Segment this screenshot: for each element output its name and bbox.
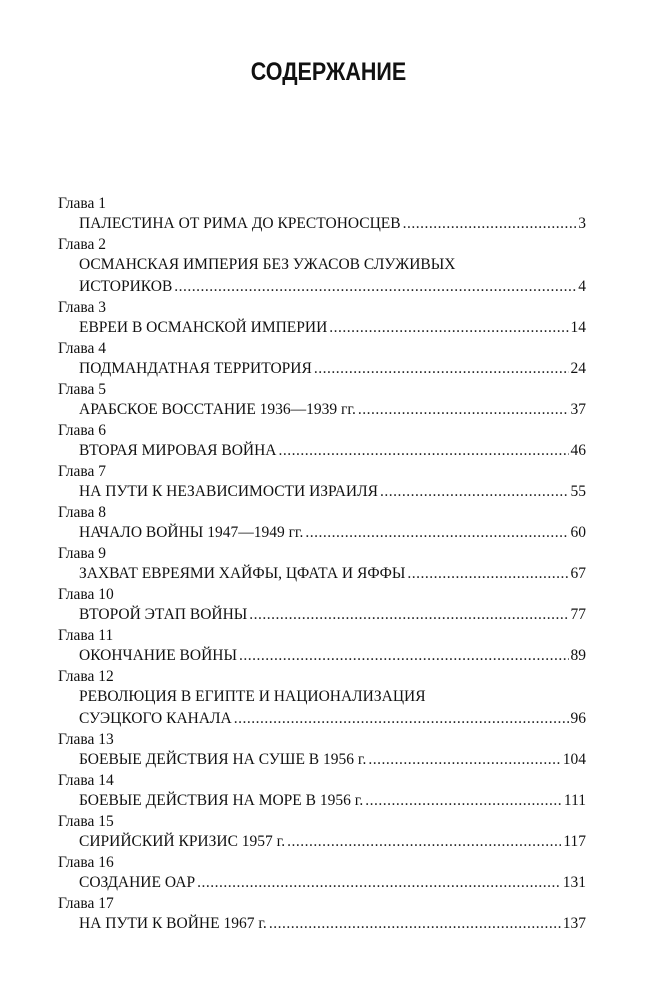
toc-line [58,481,586,503]
toc-line [58,317,586,339]
chapter-number: Глава 11 [58,627,114,644]
toc-entry [58,235,586,298]
dot-leader [314,358,569,380]
chapter-number: Глава 14 [58,772,114,789]
toc-entry [58,730,586,771]
chapter-number: Глава 4 [58,340,107,357]
chapter-title: НА ПУТИ К ВОЙНЕ 1967 г. [79,915,267,932]
dot-leader [305,522,568,544]
toc-line [58,399,586,421]
chapter-number: Глава 12 [58,668,114,685]
chapter-title: СИРИЙСКИЙ КРИЗИС 1957 г. [79,833,286,850]
chapter-number: Глава 16 [58,854,114,871]
chapter-title: АРАБСКОЕ ВОССТАНИЕ 1936—1939 гг. [79,401,356,418]
toc-entry [58,812,586,853]
chapter-title: ПОДМАНДАТНАЯ ТЕРРИТОРИЯ [79,360,312,377]
chapter-number: Глава 5 [58,381,107,398]
toc-line [58,708,586,730]
toc-line [58,604,586,626]
toc-entry [58,380,586,421]
dot-leader [249,604,568,626]
page-number: 24 [570,360,586,377]
toc-entry [58,771,586,812]
toc-line [58,522,586,544]
toc-line [58,831,586,853]
page-number: 60 [570,524,586,541]
dot-leader [380,481,569,503]
dot-leader [403,213,577,235]
toc-entry [58,585,586,626]
chapter-number: Глава 15 [58,813,114,830]
toc-entry [58,544,586,585]
toc-line [58,563,586,585]
chapter-title: ИСТОРИКОВ [79,278,173,295]
chapter-number: Глава 6 [58,422,107,439]
page-number: 37 [570,401,586,418]
toc-entry [58,298,586,339]
toc-entry [58,894,586,935]
page-number: 77 [570,606,586,623]
dot-leader [365,790,562,812]
page-number: 111 [563,792,586,809]
chapter-number: Глава 3 [58,299,107,316]
page-title: СОДЕРЖАНИЕ [250,58,407,86]
toc-line [58,276,586,298]
chapter-title: ЗАХВАТ ЕВРЕЯМИ ХАЙФЫ, ЦФАТА И ЯФФЫ [79,565,406,582]
toc-entry [58,194,586,235]
page-number: 55 [570,483,586,500]
toc-line [58,790,586,812]
page-number: 137 [562,915,586,932]
chapter-title-line: ОСМАНСКАЯ ИМПЕРИЯ БЕЗ УЖАСОВ СЛУЖИВЫХ [79,256,456,273]
dot-leader [279,440,569,462]
toc-entry [58,421,586,462]
page-number: 89 [570,647,586,664]
toc-line [58,213,586,235]
chapter-number: Глава 13 [58,731,114,748]
chapter-number: Глава 1 [58,195,107,212]
table-of-contents [58,194,586,935]
toc-entry [58,462,586,503]
dot-leader [358,399,569,421]
page-number: 67 [570,565,586,582]
dot-leader [234,708,569,730]
toc-entry [58,339,586,380]
chapter-title: ВТОРОЙ ЭТАП ВОЙНЫ [79,606,248,623]
toc-entry [58,626,586,667]
toc-line [58,872,586,894]
page-number: 14 [570,319,586,336]
page-number: 131 [562,874,586,891]
chapter-title: БОЕВЫЕ ДЕЙСТВИЯ НА СУШЕ В 1956 г. [79,751,367,768]
chapter-number: Глава 9 [58,545,107,562]
page-number: 46 [570,442,586,459]
chapter-title: НАЧАЛО ВОЙНЫ 1947—1949 гг. [79,524,304,541]
toc-entry [58,853,586,894]
dot-leader [174,276,576,298]
chapter-title: СОЗДАНИЕ ОАР [79,874,196,891]
chapter-number: Глава 7 [58,463,107,480]
dot-leader [368,749,560,771]
chapter-number: Глава 2 [58,236,107,253]
toc-line [58,913,586,935]
toc-line [58,440,586,462]
dot-leader [269,913,561,935]
page-number: 104 [562,751,586,768]
chapter-title: НА ПУТИ К НЕЗАВИСИМОСТИ ИЗРАИЛЯ [79,483,378,500]
toc-line [58,645,586,667]
page-number: 3 [578,215,586,232]
page-number: 4 [578,278,586,295]
chapter-title: ЕВРЕИ В ОСМАНСКОЙ ИМПЕРИИ [79,319,328,336]
dot-leader [329,317,568,339]
chapter-title-line: РЕВОЛЮЦИЯ В ЕГИПТЕ И НАЦИОНАЛИЗАЦИЯ [79,688,426,705]
chapter-title: СУЭЦКОГО КАНАЛА [79,710,232,727]
chapter-title: ВТОРАЯ МИРОВАЯ ВОЙНА [79,442,277,459]
page-number: 96 [570,710,586,727]
chapter-number: Глава 8 [58,504,107,521]
chapter-title: ОКОНЧАНИЕ ВОЙНЫ [79,647,237,664]
chapter-title: ПАЛЕСТИНА ОТ РИМА ДО КРЕСТОНОСЦЕВ [79,215,401,232]
chapter-number: Глава 17 [58,895,114,912]
chapter-number: Глава 10 [58,586,114,603]
dot-leader [287,831,561,853]
dot-leader [197,872,561,894]
toc-line [58,749,586,771]
dot-leader [407,563,568,585]
toc-entry [58,503,586,544]
toc-entry [58,667,586,730]
dot-leader [239,645,569,667]
chapter-title: БОЕВЫЕ ДЕЙСТВИЯ НА МОРЕ В 1956 г. [79,792,364,809]
page-number: 117 [563,833,586,850]
toc-line [58,358,586,380]
